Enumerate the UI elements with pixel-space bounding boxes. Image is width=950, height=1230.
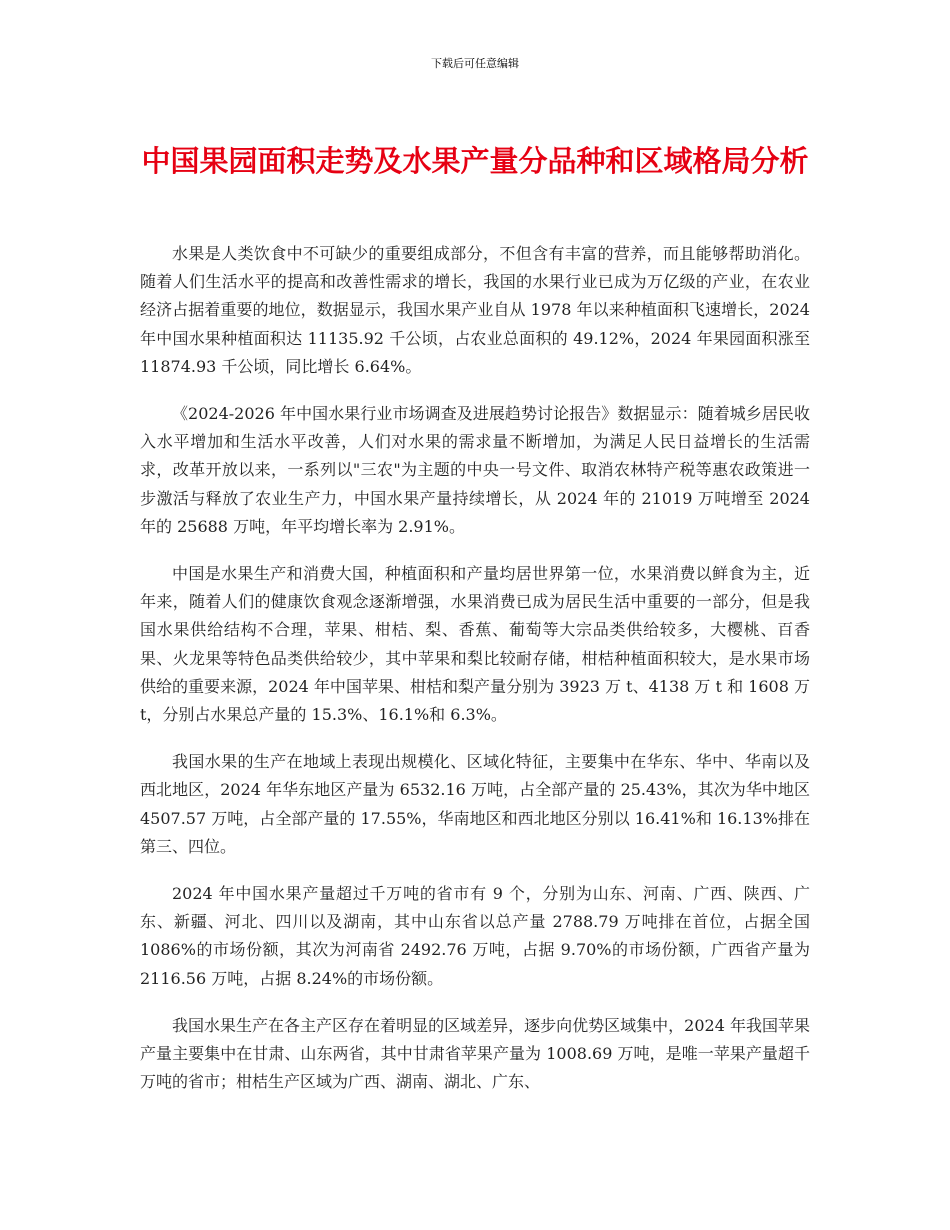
paragraph: 我国水果的生产在地域上表现出规模化、区域化特征，主要集中在华东、华中、华南以及西北地区，2024 年华东地区产量为 6532.16 万吨，占全部产量的 25.43%，其次为华中地区 4507.57 万吨，占全部产量的 17.55%，华南地区和西北地区分别以 16.41%和 16.13%排在第三、四位。 [140,752,810,856]
download-note: 下载后可任意编辑 [431,57,519,70]
document-title: 中国果园面积走势及水果产量分品种和区域格局分析 [141,144,809,178]
paragraph: 我国水果生产在各主产区存在着明显的区域差异，逐步向优势区域集中，2024 年我国苹果产量主要集中在甘肃、山东两省，其中甘肃省苹果产量为 1008.69 万吨，是唯一苹果产量超千万吨的省市；柑桔生产区域为广西、湖南、湖北、广东、 [140,1015,810,1092]
paragraph: 2024 年中国水果产量超过千万吨的省市有 9 个，分别为山东、河南、广西、陕西、广东、新疆、河北、四川以及湖南，其中山东省以总产量 2788.79 万吨排在首位，占据全国 1086%的市场份额，其次为河南省 2492.76 万吨，占据 9.70%的市场份额，广西省产量为 2116.56 万吨，占据 8.24%的市场份额。 [140,884,810,988]
paragraph: 水果是人类饮食中不可缺少的重要组成部分，不但含有丰富的营养，而且能够帮助消化。随着人们生活水平的提高和改善性需求的增长，我国的水果行业已成为万亿级的产业，在农业经济占据着重要的地位，数据显示，我国水果产业自从 1978 年以来种植面积飞速增长，2024 年中国水果种植面积达 11135.92 千公顷，占农业总面积的 49.12%，2024 年果园面积涨至 11874.93 千公顷，同比增长 6.64%。 [140,244,810,376]
paragraph: 《2024-2026 年中国水果行业市场调查及进展趋势讨论报告》数据显示：随着城乡居民收入水平增加和生活水平改善，人们对水果的需求量不断增加，为满足人民日益增长的生活需求，改革开放以来，一系列以"三农"为主题的中央一号文件、取消农林特产税等惠农政策进一步激活与释放了农业生产力，中国水果产量持续增长，从 2024 年的 21019 万吨增至 2024 年的 25688 万吨，年平均增长率为 2.91%。 [140,404,810,536]
paragraph: 中国是水果生产和消费大国，种植面积和产量均居世界第一位，水果消费以鲜食为主，近年来，随着人们的健康饮食观念逐渐增强，水果消费已成为居民生活中重要的一部分，但是我国水果供给结构不合理，苹果、柑桔、梨、香蕉、葡萄等大宗品类供给较多，大樱桃、百香果、火龙果等特色品类供给较少，其中苹果和梨比较耐存储，柑桔种植面积较大，是水果市场供给的重要来源，2024 年中国苹果、柑桔和梨产量分别为 3923 万 t、4138 万 t 和 1608 万 t，分别占水果总产量的 15.3%、16.1%和 6.3%。 [140,564,810,725]
document-body [140,240,810,1115]
